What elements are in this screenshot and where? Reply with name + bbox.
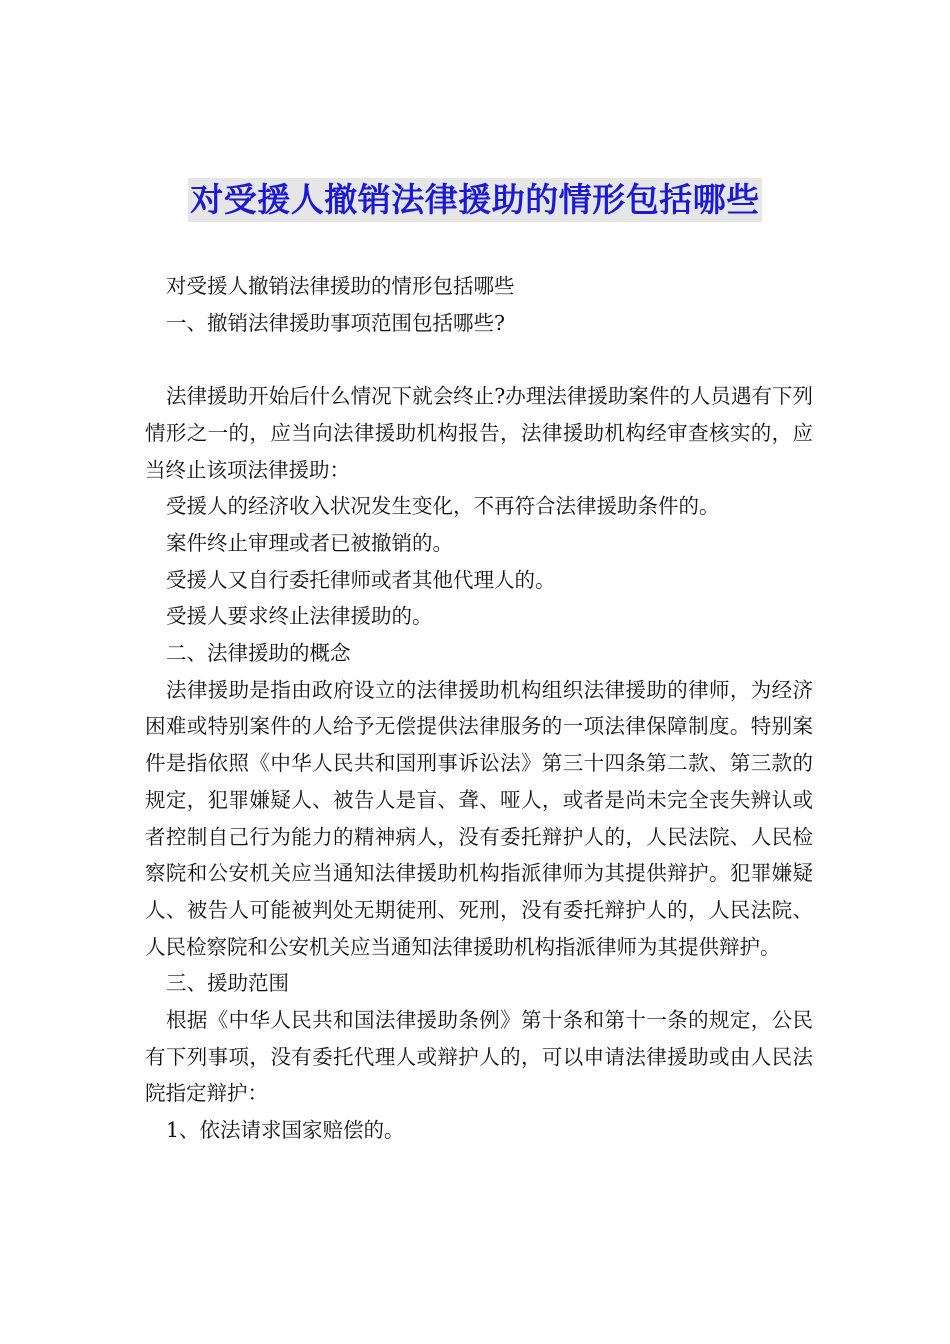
paragraph: 根据《中华人民共和国法律援助条例》第十条和第十一条的规定，公民有下列事项，没有委托代理人或辩护人的，可以申请法律援助或由人民法院指定辩护： [145, 1008, 813, 1106]
list-item: 1、依法请求国家赔偿的。 [166, 1118, 405, 1143]
section-heading-1: 一、撤销法律援助事项范围包括哪些? [166, 310, 505, 335]
blank-line [145, 341, 813, 378]
document-body [145, 268, 813, 1149]
list-item: 案件终止审理或者已被撤销的。 [166, 530, 453, 555]
list-item: 受援人的经济收入状况发生变化，不再符合法律援助条件的。 [166, 494, 720, 519]
section-heading-2: 二、法律援助的概念 [166, 641, 351, 666]
document-title: 对受援人撤销法律援助的情形包括哪些 [188, 178, 762, 222]
list-item: 受援人又自行委托律师或者其他代理人的。 [166, 567, 556, 592]
paragraph: 法律援助开始后什么情况下就会终止?办理法律援助案件的人员遇有下列情形之一的，应当向法律援助机构报告，法律援助机构经审查核实的，应当终止该项法律援助： [145, 384, 813, 482]
paragraph-subtitle: 对受援人撤销法律援助的情形包括哪些 [166, 274, 515, 298]
section-heading-3: 三、援助范围 [166, 971, 289, 996]
title-container [0, 178, 950, 222]
paragraph: 法律援助是指由政府设立的法律援助机构组织法律援助的律师，为经济困难或特别案件的人给予无偿提供法律服务的一项法律保障制度。特别案件是指依照《中华人民共和国刑事诉讼法》第三十四条第二款、第三款的规定，犯罪嫌疑人、被告人是盲、聋、哑人，或者是尚未完全丧失辨认或者控制自己行为能力的精神病人，没有委托辩护人的，人民法院、人民检察院和公安机关应当通知法律援助机构指派律师为其提供辩护。犯罪嫌疑人、被告人可能被判处无期徒刑、死刑，没有委托辩护人的，人民法院、人民检察院和公安机关应当通知法律援助机构指派律师为其提供辩护。 [145, 677, 813, 959]
list-item: 受援人要求终止法律援助的。 [166, 604, 433, 629]
